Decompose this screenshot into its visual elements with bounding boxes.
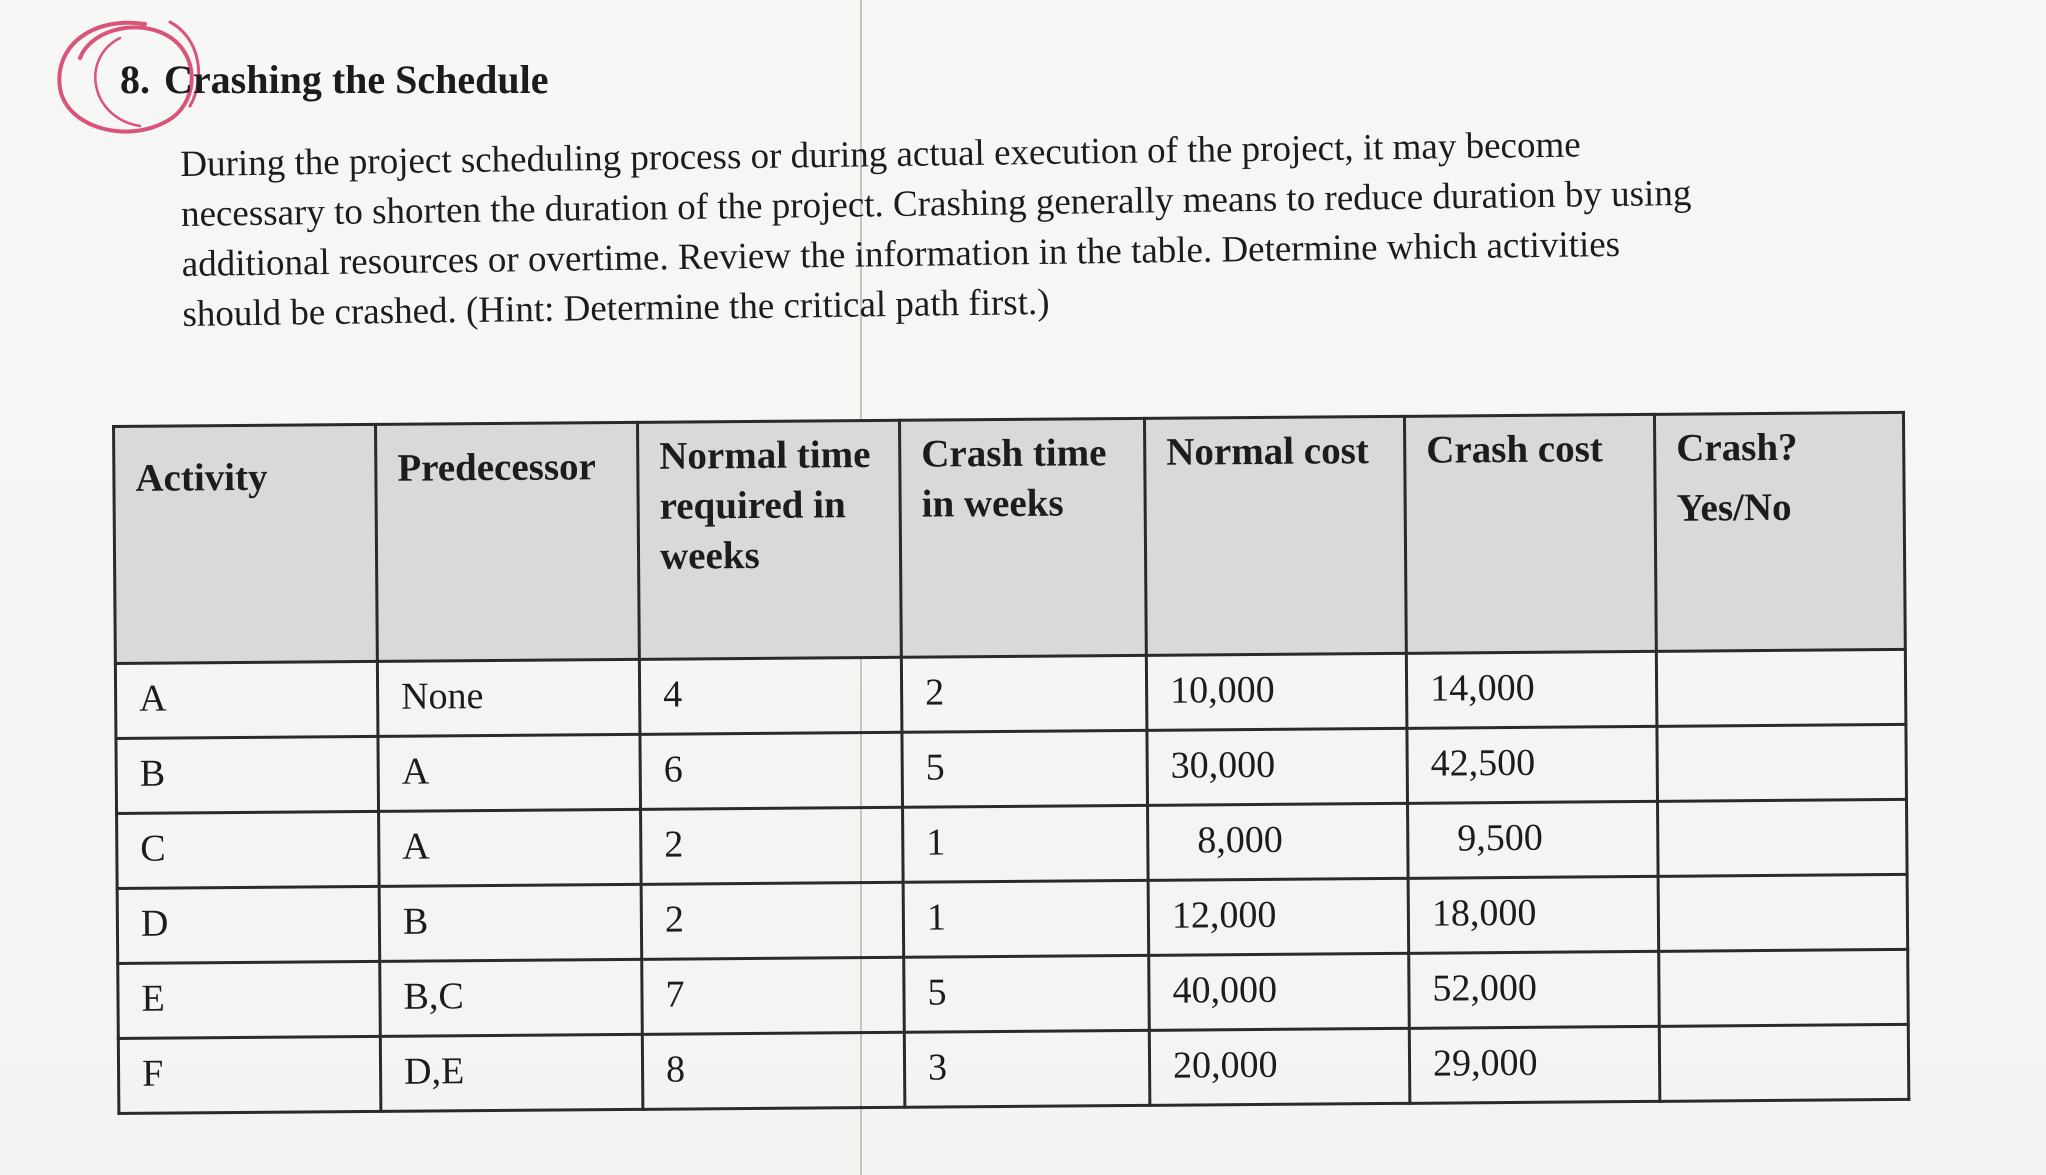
cell-crash-time: 5 xyxy=(904,955,1150,1032)
cell-activity: F xyxy=(118,1036,381,1113)
header-crash-time: Crash time in weeks xyxy=(899,418,1146,657)
cell-normal-cost: 8,000 xyxy=(1148,803,1409,880)
cell-normal-time: 4 xyxy=(639,657,902,734)
cell-normal-cost: 10,000 xyxy=(1146,653,1407,730)
header-crash-options: Yes/No xyxy=(1676,485,1792,530)
table-row xyxy=(118,1024,1909,1113)
cell-activity: C xyxy=(117,811,380,888)
cell-crash-answer[interactable] xyxy=(1659,949,1909,1026)
cell-activity: D xyxy=(117,886,380,963)
table-row xyxy=(117,799,1908,888)
cell-normal-cost: 40,000 xyxy=(1149,953,1410,1030)
table-header-row xyxy=(114,412,1906,663)
cell-activity: A xyxy=(115,661,378,738)
cell-predecessor: A xyxy=(379,809,642,886)
section-number: 8. xyxy=(120,57,150,102)
header-crash-question: Crash? xyxy=(1676,425,1798,470)
cell-crash-time: 3 xyxy=(904,1030,1150,1107)
cell-predecessor: B,C xyxy=(380,959,643,1036)
cell-predecessor: None xyxy=(377,659,640,736)
cell-predecessor: A xyxy=(378,734,641,811)
cell-predecessor: B xyxy=(379,884,642,961)
paragraph-line: necessary to shorten the duration of the project. Crashing generally means to reduce duration by using xyxy=(180,172,1692,235)
cell-crash-cost: 14,000 xyxy=(1406,651,1657,728)
cell-crash-cost: 18,000 xyxy=(1408,876,1659,953)
header-crash-cost: Crash cost xyxy=(1404,414,1656,653)
cell-predecessor: D,E xyxy=(380,1034,643,1111)
table-row xyxy=(118,949,1909,1038)
cell-normal-time: 2 xyxy=(641,807,904,884)
cell-activity: B xyxy=(116,736,379,813)
crashing-table xyxy=(112,411,1910,1115)
cell-normal-cost: 30,000 xyxy=(1147,728,1408,805)
cell-crash-time: 2 xyxy=(901,655,1147,732)
cell-crash-time: 1 xyxy=(903,805,1149,882)
header-normal-cost: Normal cost xyxy=(1144,416,1406,655)
table-row xyxy=(115,649,1906,738)
crashing-table-container xyxy=(112,411,1910,1115)
instructions-paragraph xyxy=(180,116,1903,340)
cell-crash-cost: 52,000 xyxy=(1409,951,1660,1028)
table-row xyxy=(117,874,1908,963)
cell-normal-cost: 20,000 xyxy=(1149,1028,1410,1105)
cell-activity: E xyxy=(118,961,381,1038)
paragraph-line: additional resources or overtime. Review the information in the table. Determine which activities xyxy=(181,223,1621,285)
table-row xyxy=(116,724,1907,813)
cell-crash-time: 1 xyxy=(903,880,1149,957)
cell-crash-time: 5 xyxy=(902,730,1148,807)
cell-normal-time: 2 xyxy=(641,882,904,959)
cell-crash-answer[interactable] xyxy=(1657,724,1907,801)
header-predecessor: Predecessor xyxy=(376,422,640,661)
paragraph-line: During the project scheduling process or during actual execution of the project, it may become xyxy=(180,124,1581,185)
cell-crash-answer[interactable] xyxy=(1658,874,1908,951)
cell-crash-cost: 9,500 xyxy=(1408,801,1659,878)
cell-normal-cost: 12,000 xyxy=(1148,878,1409,955)
cell-normal-time: 6 xyxy=(640,732,903,809)
header-normal-time: Normal time required in weeks xyxy=(637,420,901,659)
cell-crash-cost: 29,000 xyxy=(1409,1026,1660,1103)
cell-crash-cost: 42,500 xyxy=(1407,726,1658,803)
cell-crash-answer[interactable] xyxy=(1656,649,1906,726)
section-heading xyxy=(120,56,549,103)
header-crash-yes-no xyxy=(1654,412,1905,651)
paragraph-line: should be crashed. (Hint: Determine the critical path first.) xyxy=(182,281,1050,335)
cell-crash-answer[interactable] xyxy=(1658,799,1908,876)
cell-crash-answer[interactable] xyxy=(1659,1024,1909,1101)
section-title: Crashing the Schedule xyxy=(164,57,549,102)
cell-normal-time: 8 xyxy=(642,1032,905,1109)
header-activity: Activity xyxy=(114,424,378,663)
cell-normal-time: 7 xyxy=(642,957,905,1034)
